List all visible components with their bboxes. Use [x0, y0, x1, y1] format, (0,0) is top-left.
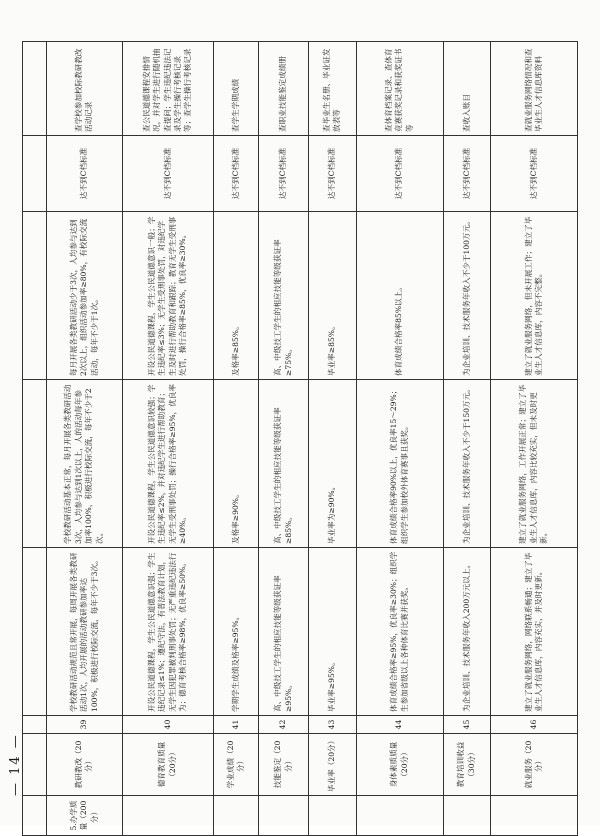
level1-cell: 5.办学质量（200分） [46, 796, 122, 836]
item-number: 41 [213, 716, 259, 734]
grade-d-criteria: 达不到C档标准 [356, 136, 443, 212]
category-cell: 就业服务（20分） [491, 734, 578, 796]
table-row [443, 42, 491, 836]
grade-c-criteria: 体育成绩合格率85%以上。 [356, 212, 443, 380]
grade-b-criteria: 为企业培训、技术服务年收入不少于150万元。 [443, 380, 491, 548]
grade-b-criteria: 体育成绩合格率90%以上，优良率15～29%；组织学生参加校外体育赛事且获奖。 [356, 380, 443, 548]
level1-cell-empty [213, 796, 259, 836]
item-number: 44 [356, 716, 443, 734]
grade-d-criteria: 达不到C档标准 [443, 136, 491, 212]
level1-cell-empty [491, 796, 578, 836]
category-cell: 教研教改（20分） [46, 734, 122, 796]
category-cell: 教育培训收益（30分） [443, 734, 491, 796]
evaluation-method: 查体育档案记录、查体育竞赛获奖记录和获奖证书等 [356, 42, 443, 136]
evaluation-method: 查学生学期成绩 [213, 42, 259, 136]
evaluation-method: 查公民道德课程安排情况，并对学生进行随机抽查提问；学生违纪违法记录及学生操行考核记录等；查学生操行考核记录 [122, 42, 213, 136]
table-row [356, 42, 443, 836]
grade-b-criteria: 学校教研活动基本正常，每月开展各类教研活动3次，人均参与达到1次以上，人的活动每年参加率100%，积极进行校际交流，每年不少于2次。 [46, 380, 122, 548]
grade-b-criteria: 毕业率为≥90%。 [309, 380, 357, 548]
category-cell: 身体素质质量（20分） [356, 734, 443, 796]
grade-d-criteria: 达不到C档标准 [213, 136, 259, 212]
table-cell [23, 716, 47, 734]
level1-cell-empty [356, 796, 443, 836]
grade-b-criteria: 高、中级技工学生的相应技能等级获证率≥85%。 [259, 380, 309, 548]
grade-b-criteria: 及格率≥90%。 [213, 380, 259, 548]
grade-d-criteria: 达不到C档标准 [259, 136, 309, 212]
grade-a-criteria: 体育成绩合格率≥95%，优良率≥30%；组织学生参加省级以上各种体育比赛并获奖。 [356, 548, 443, 716]
table-row-top-strip [23, 42, 47, 836]
level1-cell-empty [309, 796, 357, 836]
grade-c-criteria: 开设公民道德课程，学生公民道德意识一般；学生违纪率≤3%；无学生受刑事处罚，对违纪学生及时进行帮助教育和跟踪；教育无学生受刑事处罚，操行合格率≥85%，优良率≥30%。 [122, 212, 213, 380]
item-number: 46 [491, 716, 578, 734]
item-number: 40 [122, 716, 213, 734]
evaluation-method: 查毕业生名册、毕业证发放表等 [309, 42, 357, 136]
grade-c-criteria: 为企业培训、技术服务年收入不少于100万元。 [443, 212, 491, 380]
level1-cell-empty [259, 796, 309, 836]
table-row [122, 42, 213, 836]
grade-b-criteria: 开设公民道德课程，学生公民道德意识较强；学生违纪率≤2%，并对违纪学生进行帮助教育；无学生受刑事处罚；操行合格率≥95%，优良率≥40%。 [122, 380, 213, 548]
category-cell: 技能鉴定（20分） [259, 734, 309, 796]
table-cell [23, 212, 47, 380]
table-cell [23, 380, 47, 548]
grade-a-criteria: 毕业率≥95%。 [309, 548, 357, 716]
item-number: 45 [443, 716, 491, 734]
grade-a-criteria: 学校教研活动规范且常开展，每周开展各类教研活动1次，人均开展的活动教研参加率达100%，积极进行校际交流，每年不少于3次。 [46, 548, 122, 716]
table-row [259, 42, 309, 836]
category-cell: 德育教育质量（20分） [122, 734, 213, 796]
grade-d-criteria: 达不到C档标准 [46, 136, 122, 212]
level1-cell-empty [122, 796, 213, 836]
evaluation-method: 查职业技能鉴定成绩册 [259, 42, 309, 136]
item-number: 39 [46, 716, 122, 734]
evaluation-method: 查收入账目 [443, 42, 491, 136]
grade-c-criteria: 每月开展各类教研活动少于3次，人均参与达到2次以上，组织活动参加率≥80%，有校际交流活动，每年不少于1次。 [46, 212, 122, 380]
table-cell [23, 734, 47, 796]
grade-c-criteria: 建立了就业服务网络，但未开展工作；建立了毕业生人才信息库，内容不完整。 [491, 212, 578, 380]
evaluation-method: 查就业服务网络情况和查毕业生人才信息库资料 [491, 42, 578, 136]
grade-a-criteria: 学期学生成绩及格率≥95%。 [213, 548, 259, 716]
grade-a-criteria: 开设公民道德课程，学生公民道德意识强；学生违纪记录≤1%；遵纪守法，有普法教育计划，无学生因犯罪被判刑事处罚；无严重违纪违法行为；德育考核合格率≥98%，优良率≥50%。 [122, 548, 213, 716]
grade-d-criteria: 达不到C档标准 [491, 136, 578, 212]
item-number: 42 [259, 716, 309, 734]
table-cell [23, 796, 47, 836]
item-number: 43 [309, 716, 357, 734]
evaluation-table [22, 41, 578, 836]
category-cell: 毕业率（20分） [309, 734, 357, 796]
table-row [46, 42, 122, 836]
table-row [213, 42, 259, 836]
table-row [309, 42, 357, 836]
table-row [491, 42, 578, 836]
grade-c-criteria: 毕业率≥85%。 [309, 212, 357, 380]
table-cell [23, 548, 47, 716]
grade-a-criteria: 高、中级技工学生的相应技能等级获证率≥95%。 [259, 548, 309, 716]
page-number: — 14 — [8, 733, 23, 796]
evaluation-method: 查学校参加校际教研教改活动记录 [46, 42, 122, 136]
grade-a-criteria: 建立了就业服务网络，网络联系畅通；建立了毕业生人才信息库，内容充实，并及时更新。 [491, 548, 578, 716]
level1-cell-empty [443, 796, 491, 836]
grade-a-criteria: 为企业培训、技术服务年收入200万元以上。 [443, 548, 491, 716]
table-cell [23, 136, 47, 212]
grade-b-criteria: 建立了就业服务网络，工作开展正常；建立了毕业生人才信息库，内容比较充实，但未及时更新。 [491, 380, 578, 548]
category-cell: 学业成绩（20分） [213, 734, 259, 796]
grade-c-criteria: 高、中级技工学生的相应技能等级获证率≥75%。 [259, 212, 309, 380]
grade-c-criteria: 及格率≥85%。 [213, 212, 259, 380]
table-cell [23, 42, 47, 136]
grade-d-criteria: 达不到C档标准 [309, 136, 357, 212]
grade-d-criteria: 达不到C档标准 [122, 136, 213, 212]
rotated-table-container [22, 42, 578, 836]
